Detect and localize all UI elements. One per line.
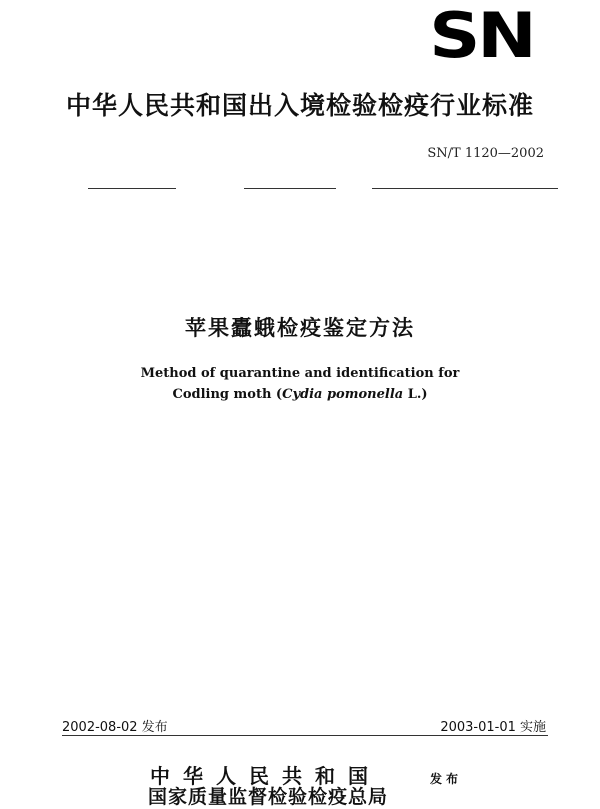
sn-logo: SN [429, 0, 534, 72]
document-title-en-line1: Method of quarantine and identification for [140, 366, 460, 381]
issuer-country: 中华人民共和国 [150, 764, 381, 788]
header-rule-segment [372, 188, 558, 189]
implement-date: 2003-01-01 实施 [440, 720, 546, 735]
header-rule-segment [244, 188, 336, 189]
standard-code: SN/T 1120—2002 [427, 146, 544, 161]
date-rule [62, 735, 548, 736]
document-title-en-line2 [0, 387, 600, 402]
title-en-prefix: Codling moth ( [172, 387, 283, 402]
document-title-cn: 苹果蠹蛾检疫鉴定方法 [185, 316, 415, 340]
issuer-agency: 国家质量监督检验检疫总局 [148, 786, 389, 808]
header-rule-segment [88, 188, 176, 189]
title-en-suffix: L.) [403, 387, 428, 402]
standard-series-title: 中华人民共和国出入境检验检疫行业标准 [65, 91, 534, 120]
issuer-publish-label: 发布 [430, 772, 463, 786]
species-name: Cydia pomonella [282, 387, 404, 402]
issue-date: 2002-08-02 发布 [62, 720, 168, 735]
